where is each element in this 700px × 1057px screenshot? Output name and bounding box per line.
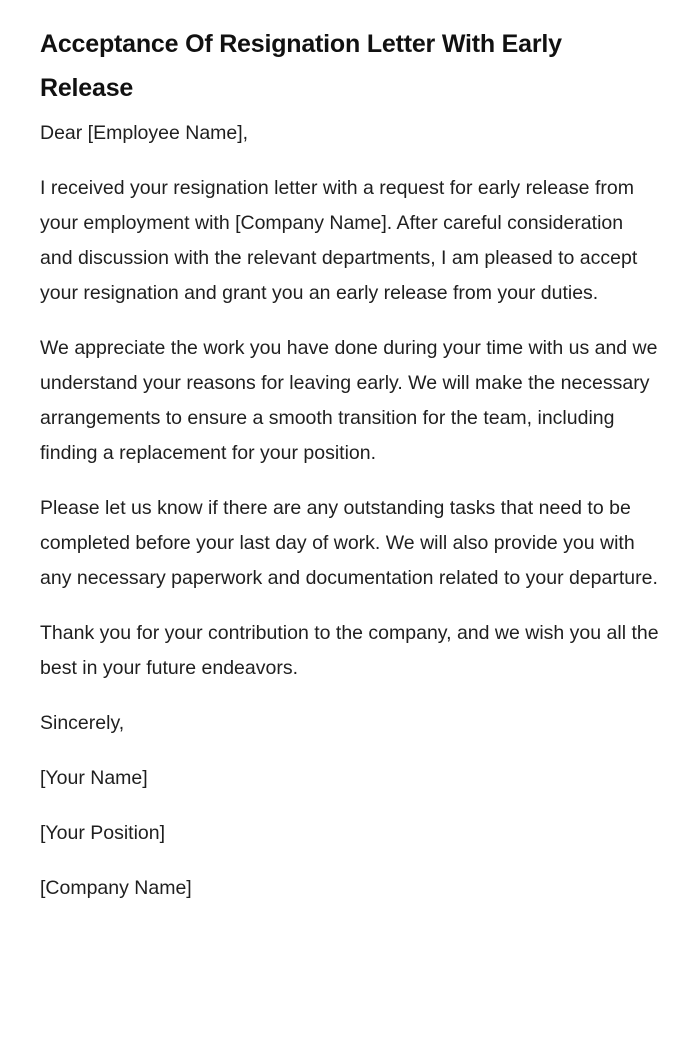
letter-closing: Sincerely, xyxy=(40,712,125,734)
letter-paragraph-3: Please let us know if there are any outstanding tasks that need to be completed before your last day of work. We will also provide you with any necessary paperwork and documentation related to your departure. xyxy=(40,497,658,589)
letter-salutation: Dear [Employee Name], xyxy=(40,122,249,144)
letter-paragraph-1: I received your resignation letter with a request for early release from your employment with [Company Name]. After careful consideration and discussion with the relevant departments, I am pleased to accept your resignation and grant you an early release from your duties. xyxy=(40,177,638,304)
letter-title: Acceptance Of Resignation Letter With Early Release xyxy=(40,30,562,102)
signature-name: [Your Name] xyxy=(40,767,148,789)
signature-position: [Your Position] xyxy=(40,822,166,844)
letter-paragraph-2: We appreciate the work you have done during your time with us and we understand your reasons for leaving early. We will make the necessary arrangements to ensure a smooth transition for the team, including finding a replacement for your position. xyxy=(40,337,658,464)
letter-paragraph-4: Thank you for your contribution to the company, and we wish you all the best in your future endeavors. xyxy=(40,622,659,679)
signature-company: [Company Name] xyxy=(40,877,192,899)
